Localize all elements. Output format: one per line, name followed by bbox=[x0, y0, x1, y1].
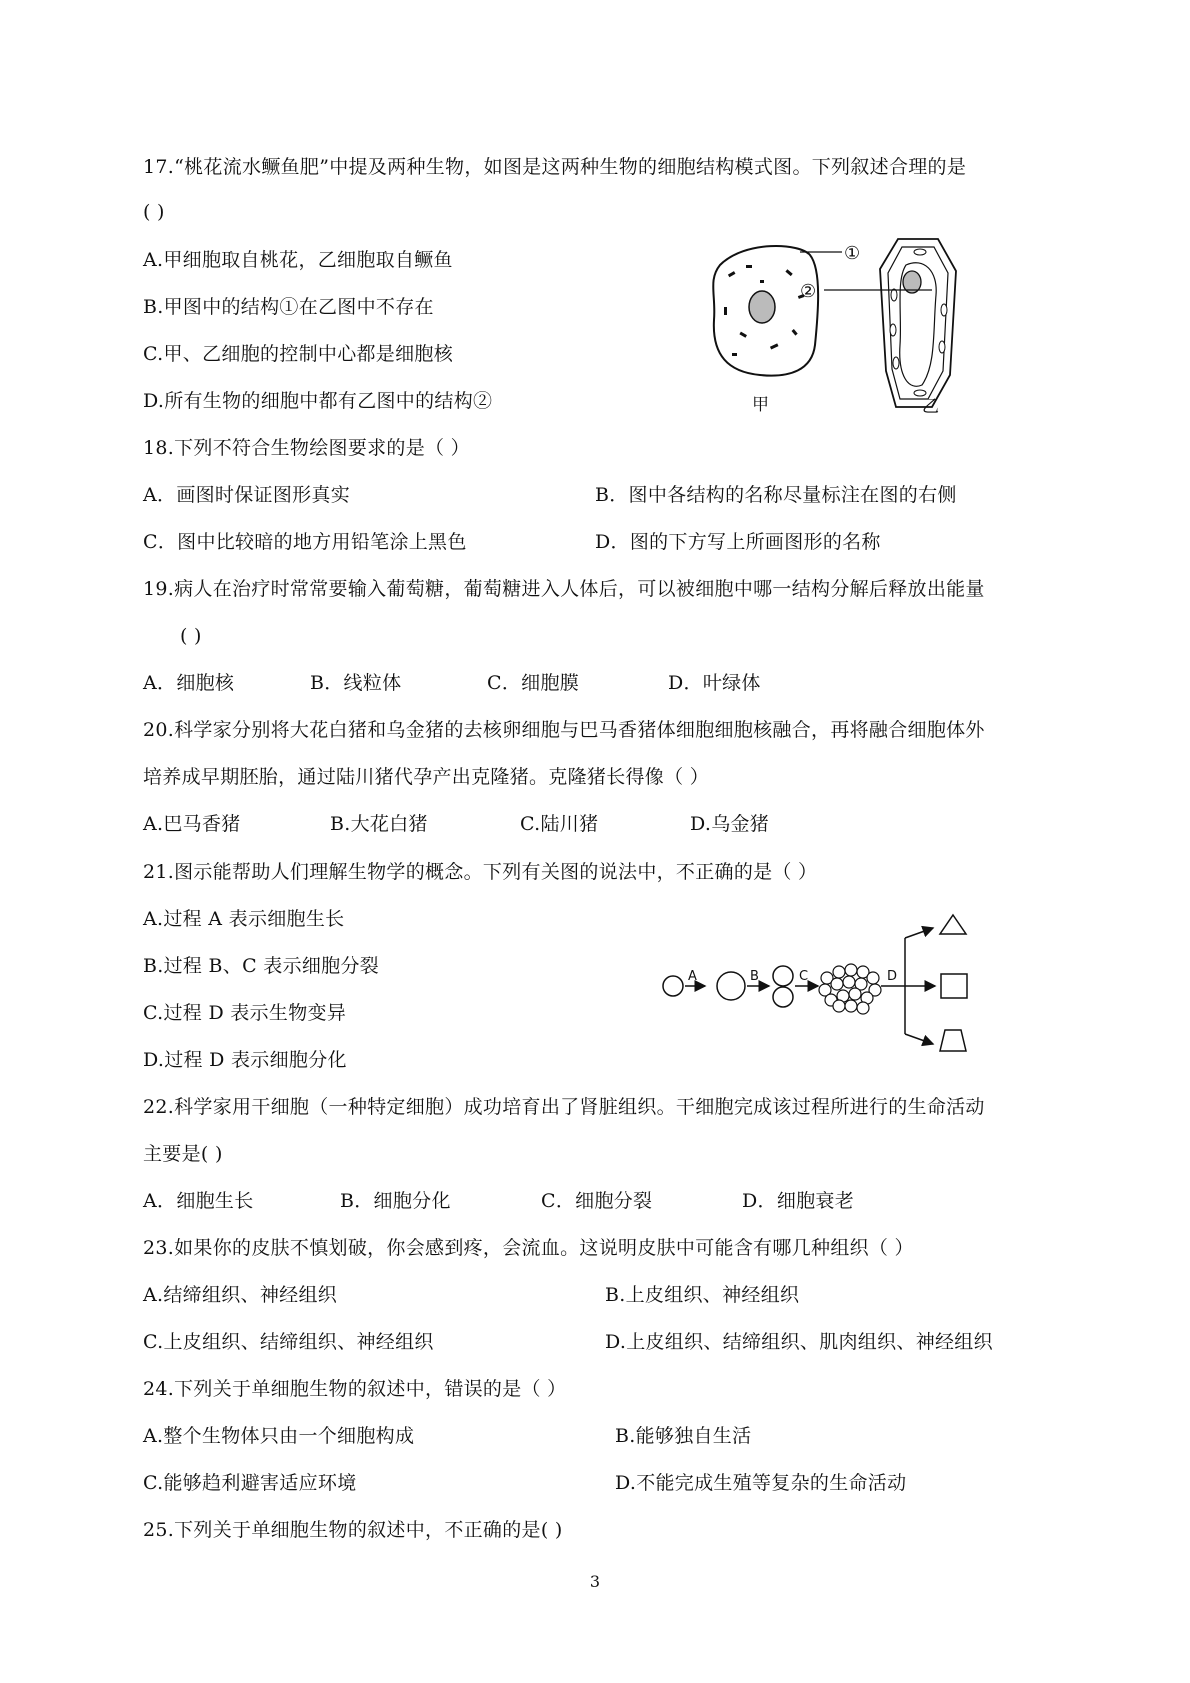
q18-stem: 18.下列不符合生物绘图要求的是（ ） bbox=[143, 437, 470, 459]
q19-option-b: B．线粒体 bbox=[310, 672, 402, 694]
q22-option-b: B．细胞分化 bbox=[340, 1190, 451, 1212]
q21-stem: 21.图示能帮助人们理解生物学的概念。下列有关图的说法中，不正确的是（ ） bbox=[143, 861, 818, 883]
q24-stem: 24.下列关于单细胞生物的叙述中，错误的是（ ） bbox=[143, 1378, 567, 1400]
q20-option-b: B.大花白猪 bbox=[330, 813, 428, 835]
q22-stem-line2: 主要是( ) bbox=[143, 1143, 223, 1165]
square-tissue bbox=[941, 974, 967, 998]
q22-option-c: C．细胞分裂 bbox=[541, 1190, 653, 1212]
q24-option-c: C.能够趋利避害适应环境 bbox=[143, 1472, 357, 1494]
dividing-cell-top bbox=[773, 966, 793, 986]
figure-label-jia: 甲 bbox=[752, 395, 769, 415]
q24-option-d: D.不能完成生殖等复杂的生命活动 bbox=[615, 1472, 907, 1494]
q20-stem-line1: 20.科学家分别将大花白猪和乌金猪的去核卵细胞与巴马香猪体细胞细胞核融合，再将融合细胞体外 bbox=[143, 719, 985, 741]
q20-option-d: D.乌金猪 bbox=[690, 813, 770, 835]
q18-option-d: D．图的下方写上所画图形的名称 bbox=[595, 531, 881, 553]
q18-option-b: B．图中各结构的名称尽量标注在图的右侧 bbox=[595, 484, 957, 506]
q22-option-a: A．细胞生长 bbox=[143, 1190, 254, 1212]
q19-option-d: D．叶绿体 bbox=[668, 672, 761, 694]
animal-cell-nucleus bbox=[749, 291, 775, 323]
q21-option-b: B.过程 B、C 表示细胞分裂 bbox=[143, 955, 380, 977]
q20-option-a: A.巴马香猪 bbox=[143, 813, 241, 835]
q23-option-b: B.上皮组织、神经组织 bbox=[605, 1284, 800, 1306]
q17-stem: 17.“桃花流水鳜鱼肥”中提及两种生物，如图是这两种生物的细胞结构模式图。下列叙述合理的是 bbox=[143, 156, 967, 178]
q21-process-figure bbox=[655, 910, 995, 1060]
q23-option-d: D.上皮组织、结缔组织、肌肉组织、神经组织 bbox=[605, 1331, 993, 1353]
cell-cluster bbox=[819, 964, 881, 1014]
q19-answer-paren: ( ) bbox=[180, 625, 202, 647]
q17-option-d: D.所有生物的细胞中都有乙图中的结构② bbox=[143, 390, 493, 412]
q23-option-c: C.上皮组织、结缔组织、神经组织 bbox=[143, 1331, 434, 1353]
label-2: ② bbox=[800, 281, 817, 302]
q18-option-a: A．画图时保证图形真实 bbox=[143, 484, 351, 506]
arrow-c-label: C bbox=[799, 969, 809, 984]
q17-cell-figure bbox=[700, 235, 980, 415]
arrow-d-label: D bbox=[887, 969, 898, 984]
q21-option-c: C.过程 D 表示生物变异 bbox=[143, 1002, 347, 1024]
figure-label-yi: 乙 bbox=[922, 397, 939, 415]
q20-option-c: C.陆川猪 bbox=[520, 813, 599, 835]
q21-option-d: D.过程 D 表示细胞分化 bbox=[143, 1049, 347, 1071]
grown-cell bbox=[717, 972, 745, 1000]
q21-option-a: A.过程 A 表示细胞生长 bbox=[143, 908, 345, 930]
q19-option-a: A．细胞核 bbox=[143, 672, 235, 694]
q17-answer-paren: ( ) bbox=[143, 201, 165, 223]
triangle-tissue bbox=[940, 915, 966, 934]
q19-stem: 19.病人在治疗时常常要输入葡萄糖，葡萄糖进入人体后，可以被细胞中哪一结构分解后释放出能量 bbox=[143, 578, 985, 600]
q17-option-a: A.甲细胞取自桃花，乙细胞取自鳜鱼 bbox=[143, 249, 453, 271]
q17-option-c: C.甲、乙细胞的控制中心都是细胞核 bbox=[143, 343, 454, 365]
q23-stem: 23.如果你的皮肤不慎划破，你会感到疼，会流血。这说明皮肤中可能含有哪几种组织（ ） bbox=[143, 1237, 914, 1259]
label-1: ① bbox=[844, 243, 861, 264]
q24-option-b: B.能够独自生活 bbox=[615, 1425, 752, 1447]
trapezoid-tissue bbox=[940, 1030, 966, 1051]
page-number: 3 bbox=[589, 1572, 601, 1591]
branch-arrow-bottom bbox=[905, 1034, 933, 1044]
q20-stem-line2: 培养成早期胚胎，通过陆川猪代孕产出克隆猪。克隆猪长得像（ ） bbox=[143, 766, 710, 788]
q24-option-a: A.整个生物体只由一个细胞构成 bbox=[143, 1425, 415, 1447]
q22-stem-line1: 22.科学家用干细胞（一种特定细胞）成功培育出了肾脏组织。干细胞完成该过程所进行的生命活动 bbox=[143, 1096, 985, 1118]
q23-option-a: A.结缔组织、神经组织 bbox=[143, 1284, 338, 1306]
q19-option-c: C．细胞膜 bbox=[487, 672, 580, 694]
branch-arrow-top bbox=[905, 928, 933, 938]
q22-option-d: D．细胞衰老 bbox=[742, 1190, 855, 1212]
small-cell bbox=[663, 976, 683, 996]
arrow-b-label: B bbox=[750, 969, 759, 984]
q25-stem: 25.下列关于单细胞生物的叙述中，不正确的是( ) bbox=[143, 1519, 563, 1541]
q17-option-b: B.甲图中的结构①在乙图中不存在 bbox=[143, 296, 434, 318]
dividing-cell-bottom bbox=[773, 987, 793, 1007]
arrow-a-label: A bbox=[688, 969, 697, 984]
q18-option-c: C．图中比较暗的地方用铅笔涂上黑色 bbox=[143, 531, 467, 553]
